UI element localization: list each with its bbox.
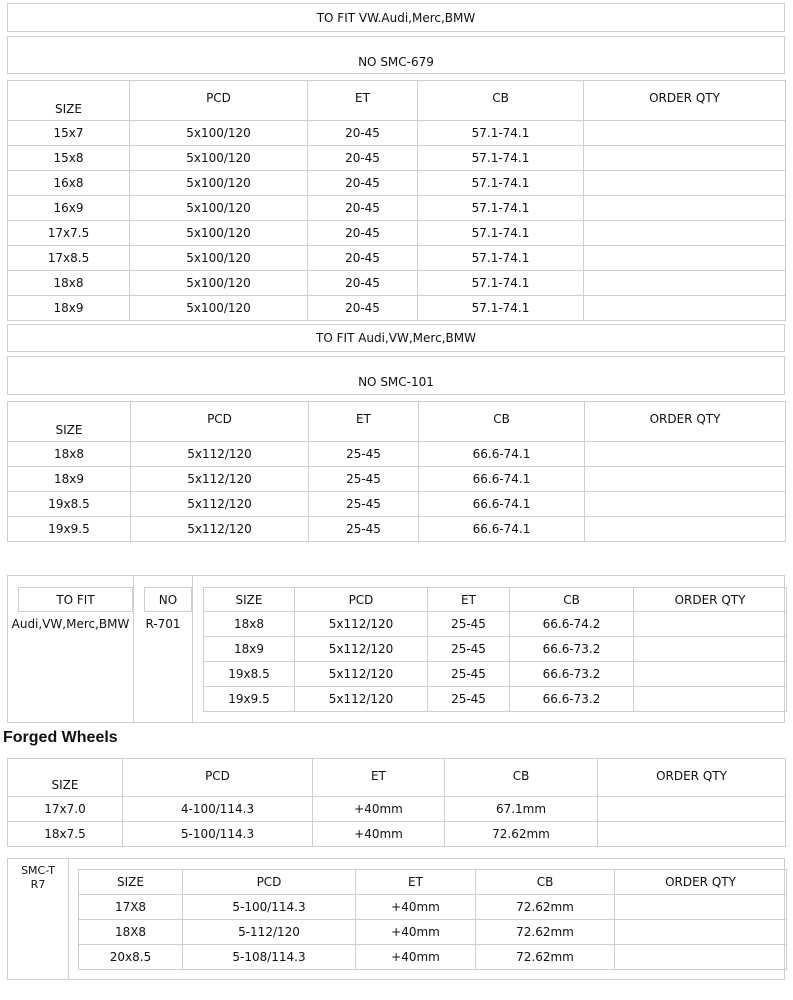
order-qty-cell[interactable] xyxy=(615,895,787,920)
table-cell: 25-45 xyxy=(309,467,419,492)
table-row xyxy=(204,662,787,687)
table-cell: 5-100/114.3 xyxy=(123,822,313,847)
column-header: ET xyxy=(308,81,418,121)
table-cell: 4-100/114.3 xyxy=(123,797,313,822)
table-cell: 5x112/120 xyxy=(131,467,309,492)
table-row xyxy=(8,271,786,296)
column-header: ET xyxy=(356,870,476,895)
table-row xyxy=(8,296,786,321)
table-cell: 25-45 xyxy=(428,637,510,662)
table-cell: 57.1-74.1 xyxy=(418,196,584,221)
table-cell: 57.1-74.1 xyxy=(418,146,584,171)
table-row xyxy=(8,467,786,492)
table-cell: 72.62mm xyxy=(476,920,615,945)
table-cell: 5x100/120 xyxy=(130,171,308,196)
fit-banner-2 xyxy=(7,324,785,352)
tr7-divider xyxy=(68,859,69,979)
model-banner-1 xyxy=(7,36,785,74)
tr7-model: SMC-TR7 xyxy=(21,864,55,891)
table-row xyxy=(8,492,786,517)
column-header: CB xyxy=(445,759,598,797)
table-cell: 66.6-74.1 xyxy=(419,517,585,542)
spec-table-tr7 xyxy=(78,869,787,970)
column-header: PCD xyxy=(295,588,428,612)
table-cell: 5x100/120 xyxy=(130,221,308,246)
table-cell: 72.62mm xyxy=(476,895,615,920)
column-header: CB xyxy=(419,402,585,442)
table-cell: 25-45 xyxy=(309,442,419,467)
table-cell: 20-45 xyxy=(308,296,418,321)
table-row xyxy=(79,895,787,920)
table-cell: 17x7.0 xyxy=(8,797,123,822)
table-cell: 5x100/120 xyxy=(130,246,308,271)
column-header: CB xyxy=(476,870,615,895)
table-cell: 18x7.5 xyxy=(8,822,123,847)
column-header: ET xyxy=(309,402,419,442)
spec-table-3 xyxy=(203,587,787,712)
table-cell: 5x112/120 xyxy=(295,637,428,662)
table-cell: 66.6-74.2 xyxy=(510,612,634,637)
column-header: SIZE xyxy=(8,402,131,442)
table-cell: 5x112/120 xyxy=(131,492,309,517)
table-cell: 25-45 xyxy=(428,662,510,687)
column-header: PCD xyxy=(131,402,309,442)
column-header: PCD xyxy=(183,870,356,895)
order-qty-cell[interactable] xyxy=(634,637,787,662)
table-cell: 66.6-74.1 xyxy=(419,442,585,467)
model-text-1: NO SMC-679 xyxy=(358,55,434,69)
table-cell: 57.1-74.1 xyxy=(418,121,584,146)
table-row xyxy=(8,121,786,146)
table-cell: 17X8 xyxy=(79,895,183,920)
table-cell: 57.1-74.1 xyxy=(418,296,584,321)
table-cell: 20-45 xyxy=(308,171,418,196)
column-header: ET xyxy=(428,588,510,612)
spec-table-forged xyxy=(7,758,786,847)
table-cell: +40mm xyxy=(313,797,445,822)
table-cell: +40mm xyxy=(313,822,445,847)
table-cell: 5-112/120 xyxy=(183,920,356,945)
order-qty-cell[interactable] xyxy=(584,196,786,221)
table-row xyxy=(8,797,786,822)
column-header: SIZE xyxy=(8,759,123,797)
order-qty-cell[interactable] xyxy=(585,442,786,467)
table-cell: 5x100/120 xyxy=(130,121,308,146)
column-header: PCD xyxy=(130,81,308,121)
column-header: ORDER QTY xyxy=(584,81,786,121)
model-text-2: NO SMC-101 xyxy=(358,375,434,389)
table-cell: 5x112/120 xyxy=(295,662,428,687)
no-label-box xyxy=(144,587,192,612)
table-row xyxy=(79,920,787,945)
table-cell: 5x112/120 xyxy=(131,517,309,542)
table-cell: 15x7 xyxy=(8,121,130,146)
to-fit-value: Audi,VW,Merc,BMW xyxy=(11,617,130,631)
table-row xyxy=(8,221,786,246)
column-header: SIZE xyxy=(204,588,295,612)
column-header: ORDER QTY xyxy=(585,402,786,442)
table-cell: 5x100/120 xyxy=(130,296,308,321)
spec-table-1 xyxy=(7,80,786,321)
table-cell: 66.6-73.2 xyxy=(510,662,634,687)
table-cell: 20-45 xyxy=(308,271,418,296)
table-cell: 18X8 xyxy=(79,920,183,945)
order-qty-cell[interactable] xyxy=(584,221,786,246)
table-cell: 57.1-74.1 xyxy=(418,271,584,296)
table-cell: 19x8.5 xyxy=(8,492,131,517)
table-cell: +40mm xyxy=(356,945,476,970)
table-cell: 16x9 xyxy=(8,196,130,221)
table-cell: 19x9.5 xyxy=(204,687,295,712)
table-cell: 18x8 xyxy=(204,612,295,637)
fit-text-2: TO FIT Audi,VW,Merc,BMW xyxy=(316,331,476,345)
order-qty-cell[interactable] xyxy=(584,121,786,146)
table-cell: 20x8.5 xyxy=(79,945,183,970)
order-qty-cell[interactable] xyxy=(585,467,786,492)
table-cell: 5x100/120 xyxy=(130,271,308,296)
table-cell: +40mm xyxy=(356,895,476,920)
table-cell: 20-45 xyxy=(308,246,418,271)
table-cell: 5-100/114.3 xyxy=(183,895,356,920)
column-header: SIZE xyxy=(8,81,130,121)
order-qty-cell[interactable] xyxy=(598,822,786,847)
table-row xyxy=(8,146,786,171)
header-row xyxy=(8,402,786,442)
table-cell: 72.62mm xyxy=(476,945,615,970)
table-cell: 19x9.5 xyxy=(8,517,131,542)
table-cell: 5x100/120 xyxy=(130,146,308,171)
order-qty-cell[interactable] xyxy=(584,271,786,296)
order-qty-cell[interactable] xyxy=(584,246,786,271)
header-row xyxy=(8,81,786,121)
table-row xyxy=(204,637,787,662)
table-cell: 18x8 xyxy=(8,271,130,296)
table-cell: 18x9 xyxy=(8,467,131,492)
order-qty-cell[interactable] xyxy=(584,146,786,171)
no-value: R-701 xyxy=(145,617,181,631)
table-cell: 57.1-74.1 xyxy=(418,221,584,246)
header-row xyxy=(8,759,786,797)
table-cell: 72.62mm xyxy=(445,822,598,847)
order-qty-cell[interactable] xyxy=(584,171,786,196)
order-qty-cell[interactable] xyxy=(634,662,787,687)
table-cell: 20-45 xyxy=(308,196,418,221)
column-header: ORDER QTY xyxy=(634,588,787,612)
table-cell: 66.6-73.2 xyxy=(510,687,634,712)
table-cell: 17x7.5 xyxy=(8,221,130,246)
order-qty-cell[interactable] xyxy=(634,687,787,712)
table-row xyxy=(79,945,787,970)
fit-banner-1 xyxy=(7,3,785,32)
table-cell: 25-45 xyxy=(309,517,419,542)
table-row xyxy=(8,822,786,847)
table-cell: 25-45 xyxy=(428,687,510,712)
table-cell: 20-45 xyxy=(308,221,418,246)
fit-text-1: TO FIT VW.Audi,Merc,BMW xyxy=(316,11,476,25)
table-cell: 19x8.5 xyxy=(204,662,295,687)
table-cell: 66.6-74.1 xyxy=(419,467,585,492)
table-cell: 20-45 xyxy=(308,121,418,146)
table-cell: 15x8 xyxy=(8,146,130,171)
column-header: ET xyxy=(313,759,445,797)
order-qty-cell[interactable] xyxy=(584,296,786,321)
table-cell: 67.1mm xyxy=(445,797,598,822)
order-qty-cell[interactable] xyxy=(585,492,786,517)
column-header: ORDER QTY xyxy=(598,759,786,797)
table-cell: 5x112/120 xyxy=(295,687,428,712)
table-cell: 5-108/114.3 xyxy=(183,945,356,970)
column-header: CB xyxy=(418,81,584,121)
table-cell: 5x100/120 xyxy=(130,196,308,221)
column-header: ORDER QTY xyxy=(615,870,787,895)
spec-table-2 xyxy=(7,401,786,542)
order-qty-cell[interactable] xyxy=(598,797,786,822)
table-cell: 16x8 xyxy=(8,171,130,196)
table-row xyxy=(8,442,786,467)
table-row xyxy=(8,196,786,221)
header-row xyxy=(79,870,787,895)
col-divider-1 xyxy=(133,576,134,722)
table-row xyxy=(204,687,787,712)
table-cell: 66.6-73.2 xyxy=(510,637,634,662)
column-header: CB xyxy=(510,588,634,612)
order-qty-cell[interactable] xyxy=(615,945,787,970)
forged-title: Forged Wheels xyxy=(3,729,118,746)
table-cell: 18x8 xyxy=(8,442,131,467)
table-cell: 5x112/120 xyxy=(295,612,428,637)
order-qty-cell[interactable] xyxy=(634,612,787,637)
table-row xyxy=(8,517,786,542)
table-cell: 18x9 xyxy=(8,296,130,321)
table-cell: 5x112/120 xyxy=(131,442,309,467)
table-row xyxy=(8,246,786,271)
table-cell: 20-45 xyxy=(308,146,418,171)
column-header: SIZE xyxy=(79,870,183,895)
no-label: NO xyxy=(158,593,178,607)
table-cell: 66.6-74.1 xyxy=(419,492,585,517)
table-cell: 17x8.5 xyxy=(8,246,130,271)
column-header: PCD xyxy=(123,759,313,797)
table-row xyxy=(8,171,786,196)
table-row xyxy=(204,612,787,637)
order-qty-cell[interactable] xyxy=(615,920,787,945)
col-divider-2 xyxy=(192,576,193,722)
model-banner-2 xyxy=(7,356,785,395)
table-cell: 25-45 xyxy=(428,612,510,637)
order-qty-cell[interactable] xyxy=(585,517,786,542)
table-cell: 18x9 xyxy=(204,637,295,662)
table-cell: 25-45 xyxy=(309,492,419,517)
table-cell: 57.1-74.1 xyxy=(418,246,584,271)
table-cell: +40mm xyxy=(356,920,476,945)
table-cell: 57.1-74.1 xyxy=(418,171,584,196)
to-fit-label-box xyxy=(18,587,133,612)
to-fit-label: TO FIT xyxy=(56,593,95,607)
header-row xyxy=(204,588,787,612)
